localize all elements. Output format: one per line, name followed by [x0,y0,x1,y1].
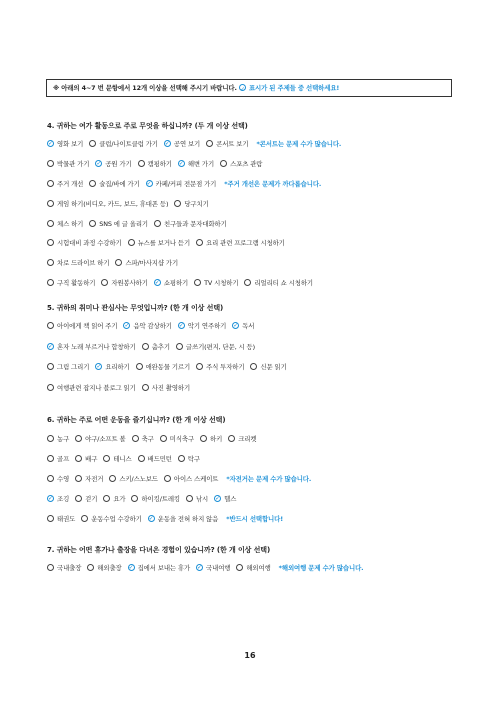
question-title: 5. 귀하의 취미나 관심사는 무엇입니까? (한 개 이상 선택) [47,304,224,312]
option-item[interactable] [47,320,117,332]
option-label: 박물관 가기 [57,160,90,168]
option-item[interactable] [236,562,270,574]
option-label: 악기 연주하기 [187,322,227,330]
checked-circle-icon[interactable] [164,140,171,147]
option-label: 크리켓 [238,435,257,443]
empty-circle-icon[interactable] [47,200,54,207]
checked-circle-icon[interactable] [47,343,54,350]
checked-circle-icon[interactable] [47,140,54,147]
option-label: 아이에게 책 읽어 주기 [57,322,118,330]
option-item[interactable] [103,493,125,505]
empty-circle-icon[interactable] [206,140,213,147]
question-title: 6. 귀하는 주로 어떤 운동을 즐기십니까? (한 개 이상 선택) [47,416,226,424]
checked-circle-icon[interactable] [178,322,185,329]
empty-circle-icon[interactable] [47,279,54,286]
empty-circle-icon[interactable] [47,180,54,187]
option-item[interactable] [148,513,218,525]
option-label: 탁구 [187,455,200,463]
empty-circle-icon[interactable] [178,455,185,462]
option-item[interactable] [220,158,262,170]
option-item[interactable] [109,473,158,485]
option-item[interactable] [186,493,208,505]
option-item[interactable] [47,433,69,445]
option-item[interactable] [47,277,95,289]
option-label: 해외출장 [97,564,122,572]
option-row [47,237,291,249]
option-label: 시험대비 과정 수강하기 [57,239,122,247]
empty-circle-icon[interactable] [194,279,201,286]
empty-circle-icon[interactable] [160,435,167,442]
option-row [47,473,311,485]
empty-circle-icon[interactable] [101,279,108,286]
option-label: 구직 활동하기 [57,279,96,287]
empty-circle-icon[interactable] [164,475,171,482]
option-label: 그림 그리기 [57,363,90,371]
option-label: 요리하기 [105,363,130,371]
option-item[interactable] [142,341,170,353]
option-label: 게임 하기(비디오, 카드, 보드, 휴대폰 등) [57,200,169,208]
notice-highlight: 표시가 된 주제들 중 선택하세요! [248,84,340,92]
option-row [47,320,260,332]
option-label: 걷기 [85,495,98,503]
option-item[interactable] [178,320,226,332]
option-label: 술집/바에 가기 [99,180,140,188]
option-item[interactable] [228,433,256,445]
option-label: 농구 [57,435,70,443]
option-item[interactable] [47,257,109,269]
empty-circle-icon[interactable] [47,322,54,329]
option-item[interactable] [47,138,83,150]
checked-circle-icon[interactable] [47,495,54,502]
empty-circle-icon[interactable] [87,564,94,571]
empty-circle-icon[interactable] [154,220,161,227]
option-item[interactable] [154,277,188,289]
option-item[interactable] [131,493,180,505]
option-item[interactable] [178,453,200,465]
option-label: 해외여행 [246,564,271,572]
option-label: 배드민턴 [147,455,172,463]
option-label: 공연 보기 [173,140,201,148]
option-item[interactable] [75,473,103,485]
option-item[interactable] [250,361,286,373]
option-item[interactable] [154,218,227,230]
option-item[interactable] [89,178,139,190]
option-item[interactable] [164,473,218,485]
empty-circle-icon[interactable] [244,279,251,286]
option-item[interactable] [138,158,172,170]
checked-circle-icon[interactable] [95,363,102,370]
option-item[interactable] [47,218,83,230]
empty-circle-icon[interactable] [47,239,54,246]
option-label: 운동수업 수강하기 [91,515,142,523]
option-label: 글쓰기(편지, 단문, 시 등) [185,343,256,351]
option-item[interactable] [196,562,230,574]
option-item[interactable] [232,320,254,332]
option-item[interactable] [47,158,89,170]
option-label: 사진 촬영하기 [151,384,191,392]
empty-circle-icon[interactable] [132,435,139,442]
option-item[interactable] [214,493,236,505]
empty-circle-icon[interactable] [174,200,181,207]
option-item[interactable] [101,277,147,289]
option-label: 조깅 [57,495,70,503]
option-item[interactable] [95,361,129,373]
option-row [47,218,233,230]
empty-circle-icon[interactable] [81,515,88,522]
empty-circle-icon[interactable] [47,363,54,370]
empty-circle-icon[interactable] [236,564,243,571]
option-item[interactable] [81,513,142,525]
option-row [47,562,363,574]
option-item[interactable] [132,433,154,445]
option-item[interactable] [87,562,121,574]
empty-circle-icon[interactable] [200,435,207,442]
checked-circle-icon[interactable] [123,322,130,329]
option-note: *주거 개선은 문제가 까다롭습니다. [224,180,322,188]
option-label: 하이킹/트레킹 [141,495,180,503]
empty-circle-icon[interactable] [47,220,54,227]
option-label: 태권도 [57,515,76,523]
option-row [47,453,206,465]
checked-circle-icon[interactable] [146,180,153,187]
option-item[interactable] [103,453,131,465]
option-item[interactable] [47,493,69,505]
checked-circle-icon[interactable] [232,322,239,329]
empty-circle-icon[interactable] [220,160,227,167]
option-row [47,178,321,190]
option-item[interactable] [138,453,172,465]
notice-box [46,79,452,97]
empty-circle-icon[interactable] [89,140,96,147]
option-label: 애완동물 기르기 [145,363,191,371]
option-label: 운동을 전혀 하지 않음 [157,515,219,523]
checked-circle-icon[interactable] [128,564,135,571]
checked-circle-icon[interactable] [214,495,221,502]
empty-circle-icon[interactable] [138,455,145,462]
option-item[interactable] [178,158,214,170]
option-label: 집에서 보내는 휴가 [137,564,191,572]
option-row [47,433,262,445]
empty-circle-icon[interactable] [176,343,183,350]
option-item[interactable] [47,473,69,485]
option-item[interactable] [128,237,190,249]
empty-circle-icon[interactable] [142,384,149,391]
option-label: 헬스 [224,495,237,503]
option-item[interactable] [174,198,208,210]
option-row [47,277,319,289]
option-label: 스포츠 관람 [230,160,263,168]
option-item[interactable] [47,562,81,574]
option-note: *자전거는 문제 수가 많습니다. [226,475,312,483]
option-label: 낚시 [195,495,209,503]
option-item[interactable] [47,198,168,210]
option-label: 아이스 스케이트 [173,475,219,483]
option-label: 공원 가기 [105,160,132,168]
option-label: 스키/스노보드 [119,475,158,483]
option-label: 체스 하기 [57,220,84,228]
empty-circle-icon[interactable] [47,160,54,167]
option-item[interactable] [75,433,125,445]
empty-circle-icon[interactable] [75,495,82,502]
option-item[interactable] [136,361,190,373]
option-item[interactable] [164,138,200,150]
notice-text: ※ 아래의 4~7 번 문항에서 12개 이상을 선택해 주시기 바랍니다. [53,84,237,92]
option-note: *반드시 선택합니다! [226,515,284,523]
option-item[interactable] [47,178,83,190]
empty-circle-icon[interactable] [47,259,54,266]
option-label: 요리 관련 프로그램 시청하기 [206,239,285,247]
empty-circle-icon[interactable] [109,475,116,482]
option-label: 주식 투자하기 [206,363,245,371]
checked-circle-icon[interactable] [95,160,102,167]
option-row [47,382,196,394]
option-item[interactable] [196,361,244,373]
empty-circle-icon[interactable] [250,363,257,370]
empty-circle-icon[interactable] [47,384,54,391]
option-item[interactable] [47,513,75,525]
option-item[interactable] [75,493,97,505]
option-label: 쇼핑하기 [163,279,189,287]
check-circle-icon [239,84,246,91]
option-label: 테니스 [113,455,132,463]
option-label: 수영 [57,475,70,483]
option-row [47,257,184,269]
option-label: 축구 [141,435,154,443]
option-label: 음악 감상하기 [133,322,172,330]
empty-circle-icon[interactable] [75,475,82,482]
empty-circle-icon[interactable] [47,564,54,571]
empty-circle-icon[interactable] [89,220,96,227]
option-item[interactable] [75,453,97,465]
option-label: 국내여행 [206,564,231,572]
question-title: 4. 귀하는 여가 활동으로 주로 무엇을 하십니까? (두 개 이상 선택) [47,122,248,130]
option-label: SNS 에 글 올리기 [99,220,148,228]
option-label: 국내출장 [57,564,82,572]
option-row [47,138,341,150]
empty-circle-icon[interactable] [75,455,82,462]
empty-circle-icon[interactable] [47,435,54,442]
empty-circle-icon[interactable] [196,239,203,246]
option-label: 자전거 [85,475,104,483]
option-label: 뉴스를 보거나 듣기 [137,239,191,247]
option-note: *해외여행 문제 수가 많습니다. [278,564,364,572]
option-label: 미식축구 [169,435,195,443]
empty-circle-icon[interactable] [115,259,122,266]
option-item[interactable] [47,361,89,373]
option-row [47,158,268,170]
empty-circle-icon[interactable] [103,455,110,462]
option-item[interactable] [95,158,131,170]
empty-circle-icon[interactable] [186,495,193,502]
option-item[interactable] [115,257,178,269]
option-item[interactable] [89,218,148,230]
option-item[interactable] [196,237,285,249]
empty-circle-icon[interactable] [89,180,96,187]
option-label: 여행관련 잡지나 블로그 읽기 [57,384,136,392]
option-item[interactable] [176,341,255,353]
option-item[interactable] [47,237,122,249]
empty-circle-icon[interactable] [228,435,235,442]
checked-circle-icon[interactable] [196,564,203,571]
option-item[interactable] [200,433,222,445]
option-item[interactable] [206,138,248,150]
empty-circle-icon[interactable] [47,475,54,482]
checked-circle-icon[interactable] [154,279,161,286]
option-label: 캠핑하기 [147,160,172,168]
checked-circle-icon[interactable] [178,160,185,167]
option-label: 주거 개선 [57,180,84,188]
empty-circle-icon[interactable] [196,363,203,370]
option-item[interactable] [142,382,190,394]
page-number: 16 [244,651,256,660]
option-item[interactable] [160,433,194,445]
option-label: 리얼리티 쇼 시청하기 [254,279,313,287]
option-label: 골프 [57,455,70,463]
empty-circle-icon[interactable] [47,515,54,522]
option-item[interactable] [89,138,158,150]
option-label: 클럽/나이트클럽 가기 [99,140,158,148]
option-item[interactable] [128,562,190,574]
option-item[interactable] [47,453,69,465]
option-label: 차로 드라이브 하기 [57,259,110,267]
option-row [47,361,293,373]
option-label: 독서 [242,322,255,330]
option-label: 콘서트 보기 [216,140,249,148]
empty-circle-icon[interactable] [138,160,145,167]
option-label: 하키 [210,435,223,443]
option-row [47,341,261,353]
empty-circle-icon[interactable] [136,363,143,370]
empty-circle-icon[interactable] [128,239,135,246]
option-note: *콘서트는 문제 수가 많습니다. [256,140,342,148]
option-item[interactable] [146,178,217,190]
empty-circle-icon[interactable] [131,495,138,502]
empty-circle-icon[interactable] [75,435,82,442]
checked-circle-icon[interactable] [148,515,155,522]
question-title: 7. 귀하는 어떤 휴가나 출장을 다녀온 경험이 있습니까? (한 개 이상 선택) [47,546,271,554]
option-label: 신문 읽기 [260,363,287,371]
option-label: 친구들과 문자대화하기 [164,220,227,228]
option-label: 카페/커피 전문점 가기 [155,180,217,188]
option-row [47,198,215,210]
empty-circle-icon[interactable] [103,495,110,502]
option-label: 야구/소프트 볼 [85,435,126,443]
option-label: 당구치기 [184,200,209,208]
option-label: 영화 보기 [57,140,84,148]
empty-circle-icon[interactable] [47,455,54,462]
option-row [47,493,242,505]
option-label: 자원봉사하기 [111,279,148,287]
option-item[interactable] [47,341,136,353]
option-label: 스파/마사지샵 가기 [125,259,179,267]
option-row [47,513,283,525]
option-item[interactable] [244,277,313,289]
empty-circle-icon[interactable] [142,343,149,350]
option-item[interactable] [47,382,136,394]
option-label: 혼자 노래 부르거나 합창하기 [57,343,136,351]
option-label: 춤추기 [151,343,170,351]
option-label: 배구 [85,455,98,463]
option-label: 요가 [113,495,126,503]
option-label: TV 시청하기 [204,279,239,287]
option-item[interactable] [194,277,238,289]
option-label: 해변 가기 [187,160,215,168]
option-item[interactable] [123,320,171,332]
